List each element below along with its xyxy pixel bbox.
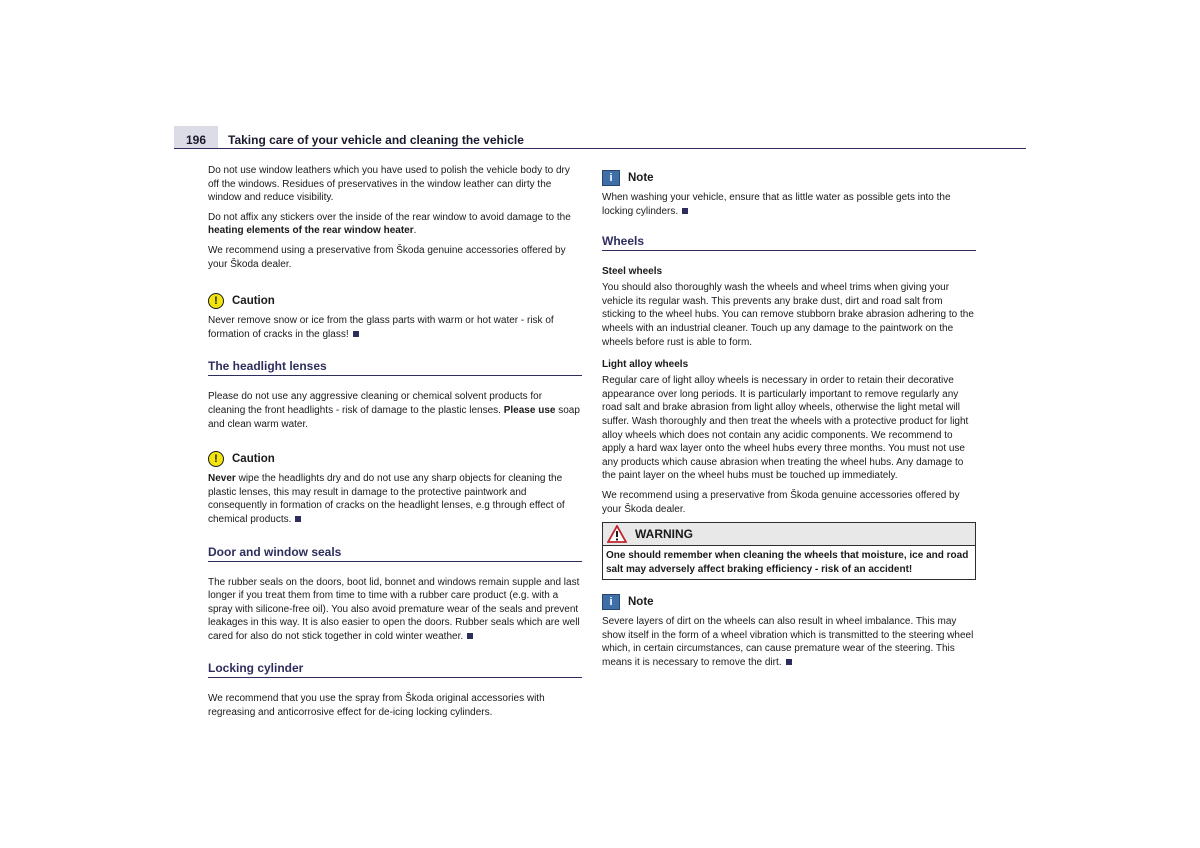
caution-heading	[208, 291, 582, 311]
caution-label: Caution	[232, 453, 275, 466]
page-number: 196	[174, 126, 218, 148]
stickers-end: .	[413, 225, 417, 237]
caution-heading-2	[208, 449, 582, 469]
chapter-title: Taking care of your vehicle and cleaning the vehicle	[228, 133, 524, 147]
note-heading-2	[602, 592, 976, 612]
note-body: When washing your vehicle, ensure that as little water as possible gets into the locking cylinders.	[602, 192, 951, 217]
headlight-bold: Please use	[503, 404, 556, 416]
caution-text-2	[208, 472, 582, 526]
seals-text	[208, 576, 582, 644]
caution-label: Caution	[232, 295, 275, 308]
warning-heading	[603, 523, 975, 545]
note-label: Note	[628, 596, 654, 609]
note-text	[602, 191, 976, 218]
stickers-text: Do not affix any stickers over the inside of the rear window to avoid damage to the	[208, 211, 571, 223]
section-wheels: Wheels	[602, 234, 976, 251]
right-column	[602, 168, 976, 676]
info-icon: i	[602, 170, 620, 186]
seals-body: The rubber seals on the doors, boot lid, bonnet and windows remain supple and last longer if you treat them from time to time with a rubber care product (e.g. with a spray with silicone-free oil). You also avoid premature wear of the seals and prevent leakages in this way. It is also easier to open the doors. Rubber seals which are well cared for also do not stick together in cold winter weather.	[208, 576, 580, 642]
info-icon: i	[602, 594, 620, 610]
note-label: Note	[628, 172, 654, 184]
paragraph-window-leathers: Do not use window leathers which you have used to polish the vehicle body to dry off the windows. Residues of preservatives in the window leather can dirty the window and reduce visibility.	[208, 165, 570, 204]
alloy-wheels-title: Light alloy wheels	[602, 359, 689, 371]
end-mark-icon	[786, 659, 792, 665]
left-column	[208, 164, 582, 726]
note-text-2	[602, 615, 976, 669]
caution-icon: !	[208, 451, 224, 467]
headlight-end: soap and clean warm water.	[208, 404, 580, 430]
end-mark-icon	[467, 633, 473, 639]
end-mark-icon	[682, 208, 688, 214]
warning-triangle-icon	[607, 525, 627, 543]
caution-never: Never	[208, 473, 236, 485]
section-headlight-lenses: The headlight lenses	[208, 359, 582, 376]
end-mark-icon	[353, 331, 359, 337]
locking-text: We recommend that you use the spray from Škoda original accessories with regreasing and anticorrosive effect for de-icing locking cylinders.	[208, 693, 545, 719]
caution-text	[208, 314, 582, 341]
steel-wheels-title: Steel wheels	[602, 266, 663, 278]
caution-icon: !	[208, 293, 224, 309]
caution-body: Never remove snow or ice from the glass parts with warm or hot water - risk of formation of cracks in the glass!	[208, 315, 554, 340]
section-door-window-seals: Door and window seals	[208, 545, 582, 562]
headlight-text	[208, 390, 582, 431]
alloy-wheels-text: Regular care of light alloy wheels is necessary in order to retain their decorative appearance over long periods. It is particularly important to remove regularly any road salt and brake abrasion from light alloy wheels, otherwise the light metal will suffer. Wash thoroughly and then treat the wheels with a protective product for light alloy wheels which does not contain any acidic components. We recommend to apply a hard wax layer onto the wheel hubs every three months. You must not use any products which cause abrasion when treating the wheel hubs. Any damage to the paint layer on the wheel hubs must be touched up immediately.	[602, 375, 969, 482]
page-header	[174, 126, 1026, 149]
paragraph-stickers	[208, 211, 582, 238]
warning-box	[602, 522, 976, 580]
paragraph-preservative: We recommend using a preservative from Škoda genuine accessories offered by your Škoda dealer.	[208, 244, 566, 270]
stickers-bold-text: heating elements of the rear window heater	[208, 225, 414, 237]
caution-body-2: wipe the headlights dry and do not use any sharp objects for cleaning the plastic lenses, this may result in damage to the protective paintwork and consequently in formation of cracks on the headlight lenses, e.g through effect of chemical products.	[208, 473, 565, 525]
headlight-body: Please do not use any aggressive cleaning or chemical solvent products for cleaning the front headlights - risk of damage to the plastic lenses.	[208, 391, 543, 416]
note-body-2: Severe layers of dirt on the wheels can also result in wheel imbalance. This may show itself in the form of a wheel vibration which is transmitted to the steering wheel which, in certain circumstances, can cause premature wear of the steering. This means it is necessary to remove the dirt.	[602, 616, 974, 669]
steel-wheels-text: You should also thoroughly wash the wheels and wheel trims when giving your vehicle its regular wash. This prevents any brake dust, dirt and road salt from sticking to the wheel hubs. You can remove stubborn brake abrasion adhering to the wheels with an industrial cleaner. Touch up any damage to the paintwork on the wheels before rust is able to form.	[602, 282, 974, 348]
warning-text: One should remember when cleaning the wheels that moisture, ice and road salt may adversely affect braking efficiency - risk of an accident!	[603, 545, 975, 579]
section-locking-cylinder: Locking cylinder	[208, 661, 582, 678]
warning-label: WARNING	[635, 527, 693, 542]
end-mark-icon	[295, 516, 301, 522]
note-heading	[602, 168, 976, 188]
wheels-recommend-text: We recommend using a preservative from Škoda genuine accessories offered by your Škoda dealer.	[602, 489, 960, 515]
